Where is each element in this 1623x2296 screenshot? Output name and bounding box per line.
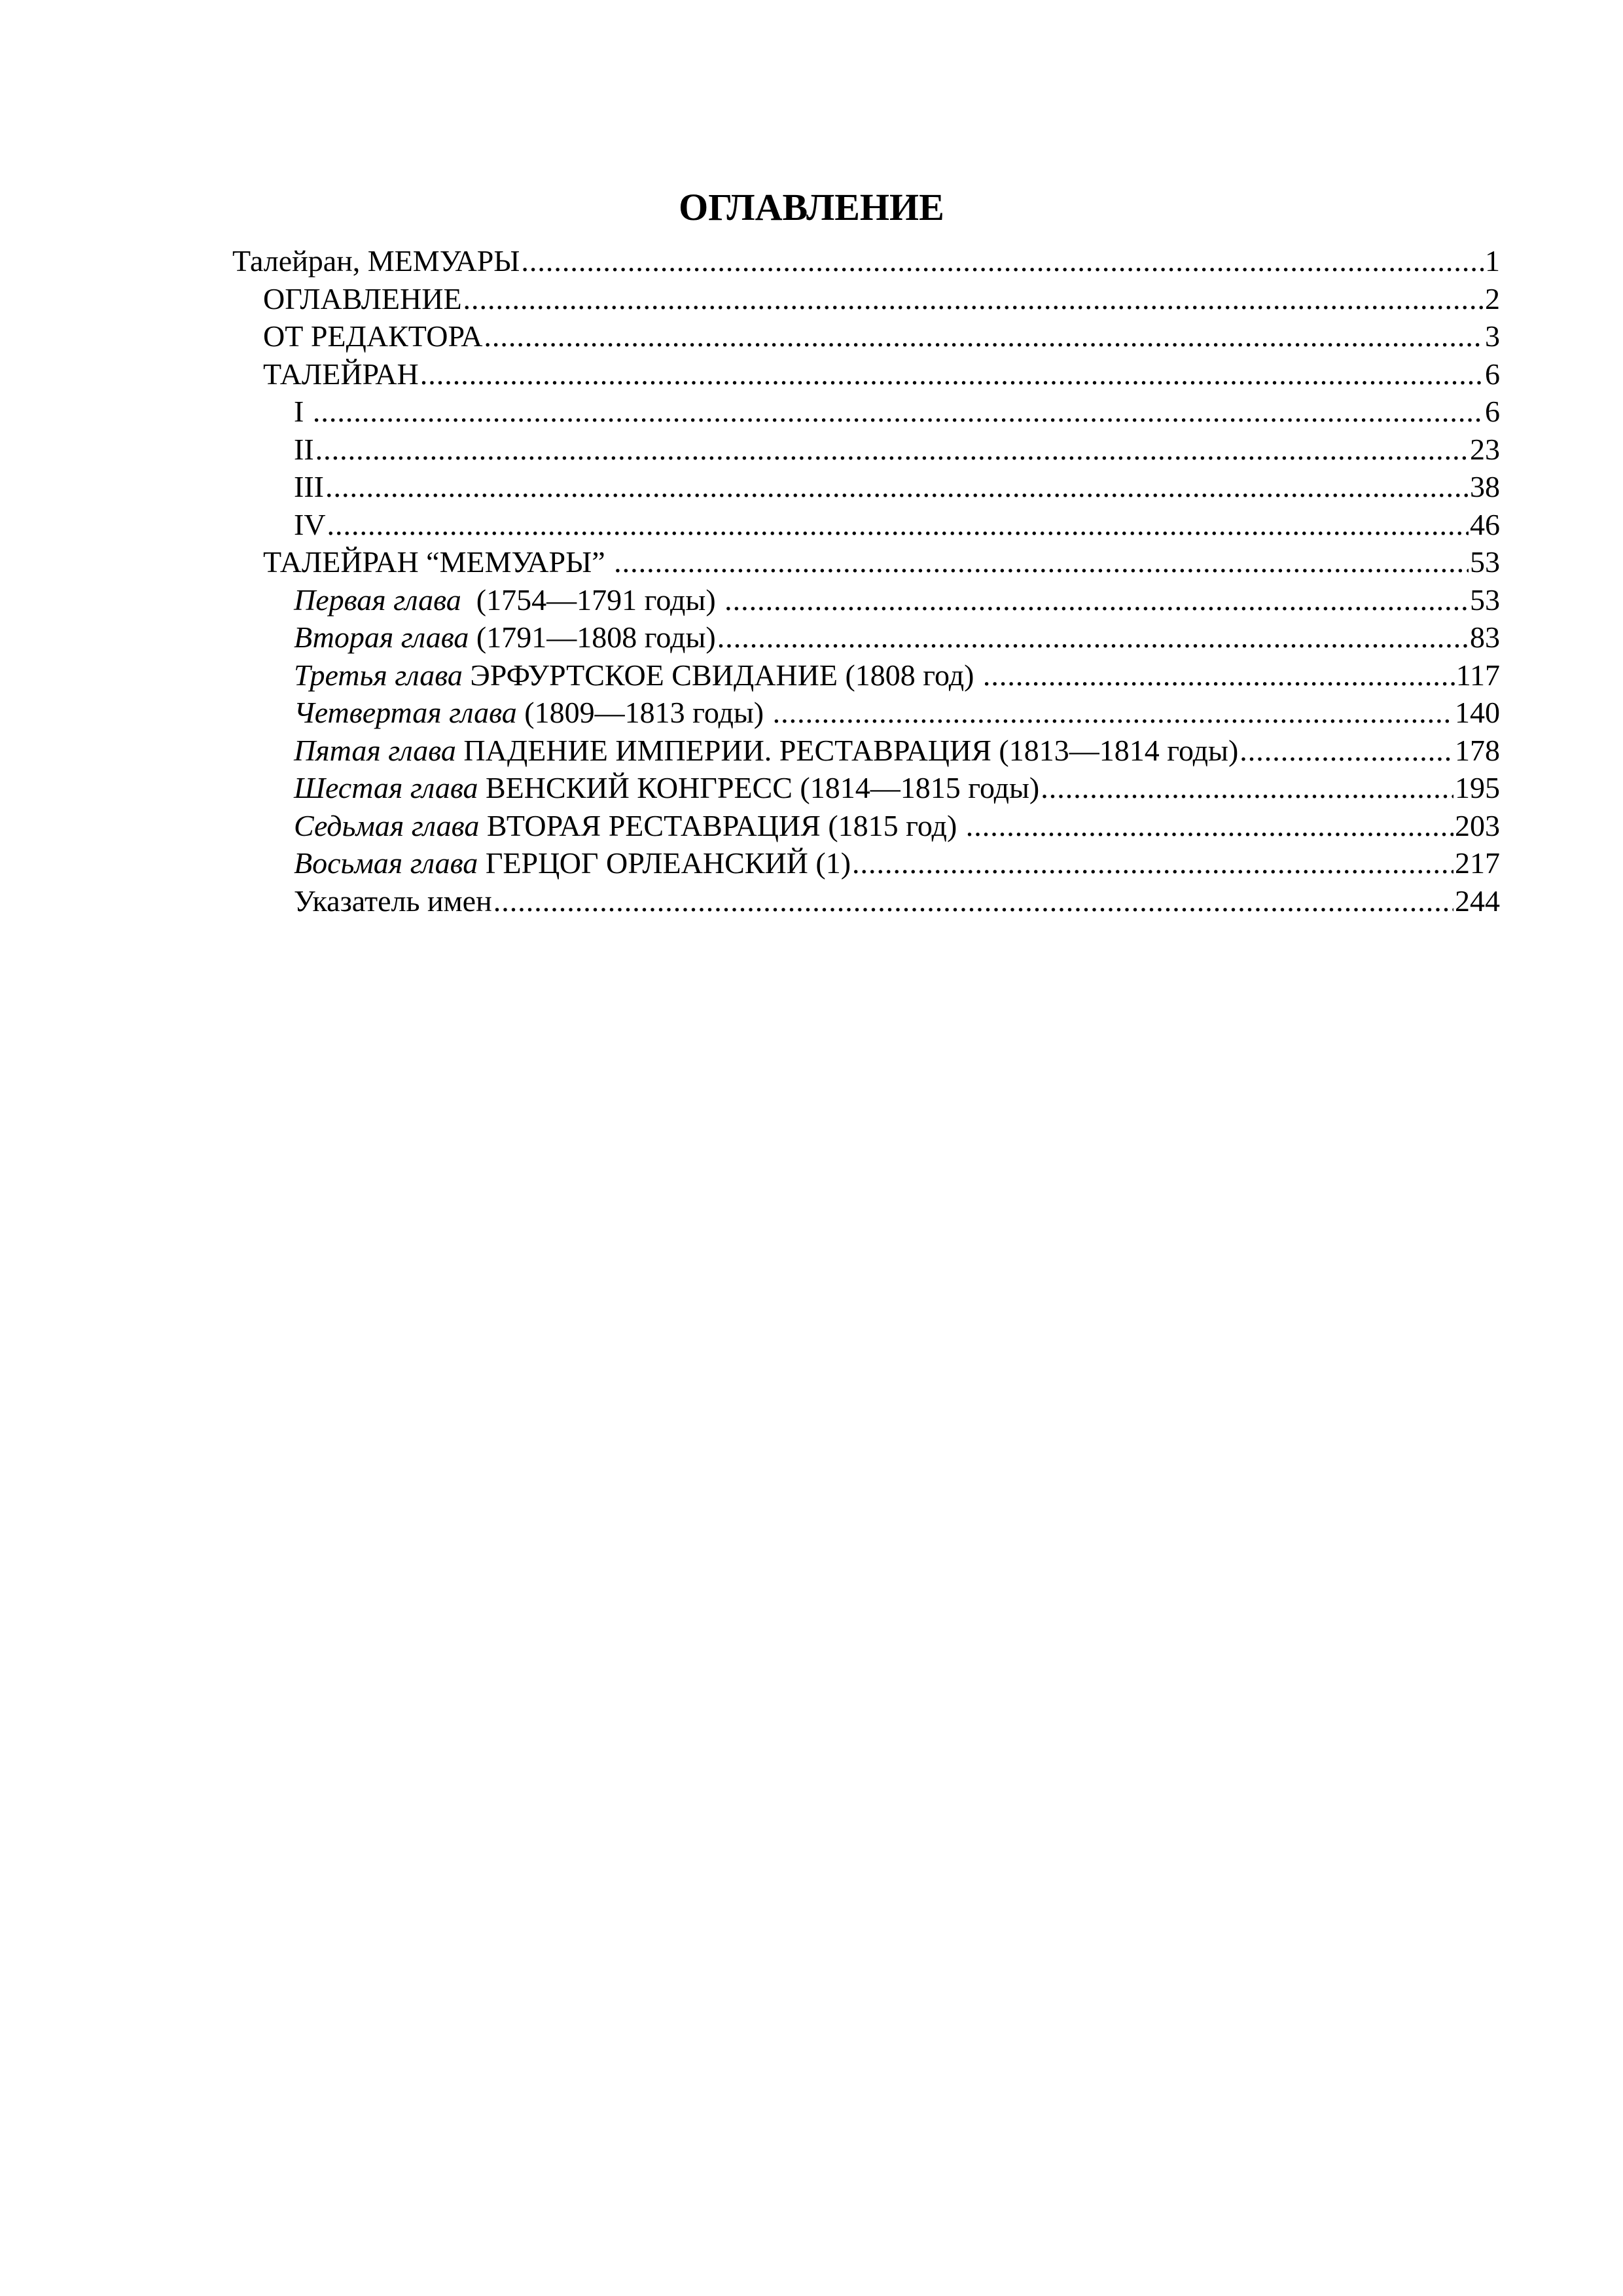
- toc-entry-page-number: 244: [1455, 884, 1500, 918]
- dot-leader: [521, 242, 1484, 280]
- toc-entry[interactable]: [232, 468, 1500, 506]
- toc-entry-label: Талейран, МЕМУАРЫ: [232, 244, 520, 278]
- toc-entry-label: [294, 619, 716, 656]
- dot-leader: [315, 431, 1469, 469]
- table-of-contents: [232, 242, 1500, 920]
- dot-leader: [327, 506, 1469, 544]
- toc-entry-page-number: 83: [1470, 620, 1500, 654]
- toc-entry-page-number: 217: [1455, 846, 1500, 880]
- dot-leader: [614, 543, 1469, 581]
- toc-entry[interactable]: [232, 769, 1500, 807]
- toc-entry-page-number: 53: [1470, 583, 1500, 617]
- toc-entry-page-number: 38: [1470, 470, 1500, 503]
- dot-leader: [717, 619, 1469, 656]
- toc-entry[interactable]: [232, 317, 1500, 355]
- toc-entry[interactable]: [232, 280, 1500, 318]
- toc-entry-page-number: 140: [1455, 696, 1500, 729]
- dot-leader: [983, 656, 1455, 694]
- chapter-subtitle: (1754—1791 годы): [461, 583, 724, 617]
- chapter-subtitle: (1791—1808 годы): [469, 620, 716, 654]
- toc-entry[interactable]: [232, 656, 1500, 694]
- toc-entry[interactable]: [232, 506, 1500, 544]
- chapter-subtitle: ГЕРЦОГ ОРЛЕАНСКИЙ (1): [478, 846, 851, 880]
- chapter-name: Вторая глава: [294, 620, 469, 654]
- toc-entry-page-number: 3: [1485, 319, 1500, 353]
- toc-entry[interactable]: [232, 393, 1500, 431]
- toc-entry-label: Указатель имен: [294, 884, 492, 918]
- toc-entry[interactable]: [232, 882, 1500, 920]
- toc-entry-page-number: 117: [1455, 658, 1500, 692]
- dot-leader: [1240, 732, 1454, 770]
- dot-leader: [1041, 769, 1454, 807]
- toc-entry-label: [294, 769, 1039, 807]
- dot-leader: [493, 882, 1454, 920]
- toc-entry-page-number: 178: [1455, 733, 1500, 767]
- toc-entry-page-number: 6: [1485, 357, 1500, 391]
- toc-entry[interactable]: [232, 543, 1500, 581]
- chapter-subtitle: ВЕНСКИЙ КОНГРЕСС (1814—1815 годы): [478, 771, 1040, 804]
- toc-entry-page-number: 6: [1485, 395, 1500, 428]
- toc-entry[interactable]: [232, 355, 1500, 393]
- chapter-name: Четвертая глава: [294, 696, 517, 729]
- chapter-name: Третья глава: [294, 658, 463, 692]
- toc-entry[interactable]: [232, 242, 1500, 280]
- toc-entry-label: III: [294, 470, 324, 503]
- chapter-name: Восьмая глава: [294, 846, 478, 880]
- toc-entry-label: [294, 581, 723, 619]
- chapter-name: Первая глава: [294, 583, 461, 617]
- dot-leader: [463, 280, 1484, 318]
- toc-entry-label: [294, 844, 851, 882]
- toc-entry[interactable]: [232, 619, 1500, 656]
- toc-entry-page-number: 23: [1470, 432, 1500, 466]
- dot-leader: [484, 317, 1484, 355]
- page-title: ОГЛАВЛЕНИЕ: [679, 186, 944, 228]
- chapter-name: Пятая глава: [294, 733, 456, 767]
- dot-leader: [773, 694, 1454, 732]
- chapter-subtitle: ВТОРАЯ РЕСТАВРАЦИЯ (1815 год): [479, 808, 965, 842]
- toc-entry-label: [294, 732, 1238, 770]
- dot-leader: [420, 355, 1484, 393]
- dot-leader: [724, 581, 1469, 619]
- toc-entry-label: ТАЛЕЙРАН: [263, 357, 419, 391]
- chapter-name: Седьмая глава: [294, 808, 480, 842]
- toc-entry-page-number: 2: [1485, 281, 1500, 315]
- toc-entry-label: ОГЛАВЛЕНИЕ: [263, 281, 462, 315]
- toc-entry-label: ОТ РЕДАКТОРА: [263, 319, 483, 353]
- dot-leader: [966, 807, 1454, 845]
- chapter-subtitle: ПАДЕНИЕ ИМПЕРИИ. РЕСТАВРАЦИЯ (1813—1814 годы): [455, 733, 1239, 767]
- toc-entry-page-number: 203: [1455, 808, 1500, 842]
- chapter-name: Шестая глава: [294, 771, 478, 804]
- toc-entry-page-number: 46: [1470, 507, 1500, 541]
- toc-entry[interactable]: [232, 581, 1500, 619]
- chapter-subtitle: (1809—1813 годы): [516, 696, 772, 729]
- toc-entry-label: II: [294, 432, 314, 466]
- toc-entry-page-number: 53: [1470, 545, 1500, 579]
- toc-entry-label: ТАЛЕЙРАН “МЕМУАРЫ”: [263, 545, 613, 579]
- toc-entry-page-number: 1: [1485, 244, 1500, 278]
- chapter-subtitle: ЭРФУРТСКОЕ СВИДАНИЕ (1808 год): [462, 658, 982, 692]
- toc-entry-label: [294, 656, 982, 694]
- toc-entry[interactable]: [232, 732, 1500, 770]
- toc-entry-label: [294, 807, 965, 845]
- dot-leader: [852, 844, 1454, 882]
- toc-entry-page-number: 195: [1455, 771, 1500, 804]
- dot-leader: [313, 393, 1484, 431]
- toc-entry-label: I: [294, 395, 312, 428]
- toc-entry-label: IV: [294, 507, 326, 541]
- toc-entry[interactable]: [232, 807, 1500, 845]
- dot-leader: [325, 468, 1469, 506]
- toc-entry[interactable]: [232, 431, 1500, 469]
- toc-entry[interactable]: [232, 844, 1500, 882]
- toc-entry-label: [294, 694, 772, 732]
- toc-entry[interactable]: [232, 694, 1500, 732]
